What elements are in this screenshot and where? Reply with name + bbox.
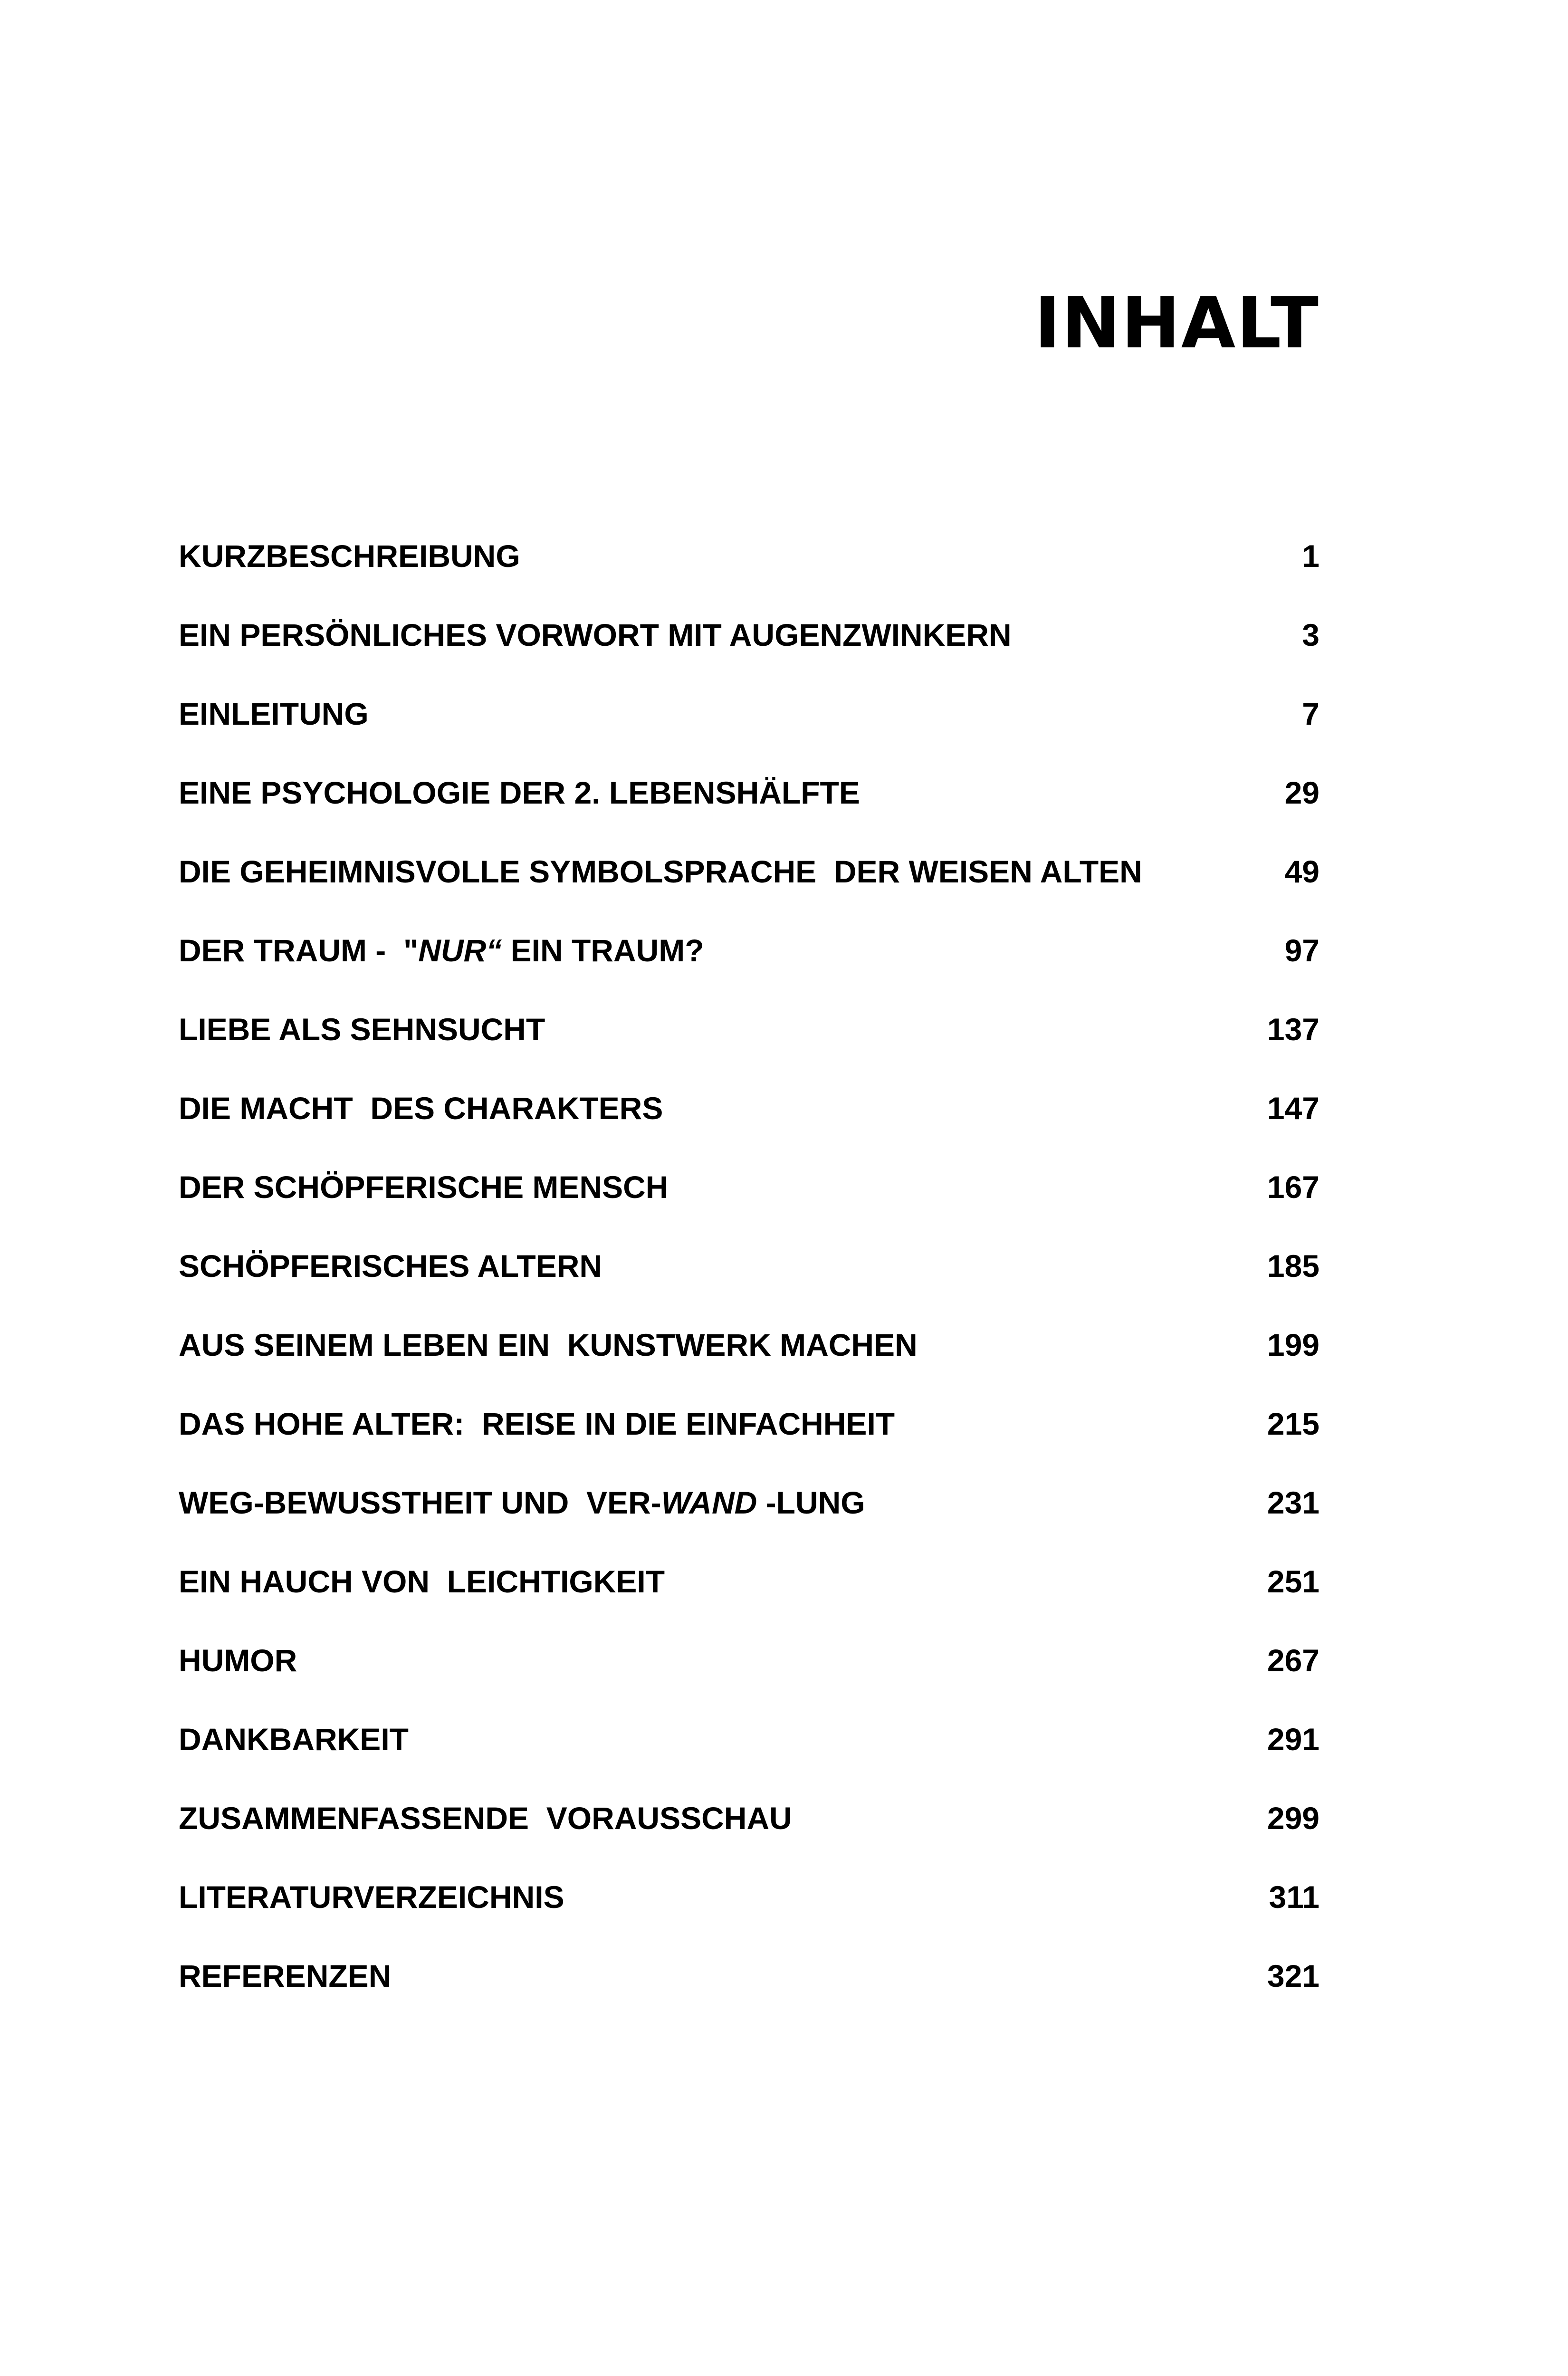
toc-entry-page: 311 [1269,1879,1319,1915]
toc-entry-page: 185 [1267,1248,1319,1284]
toc-entry-title-emphasis: NUR“ [418,933,502,968]
toc-entry[interactable] [179,774,1319,853]
toc-entry-title: EINE PSYCHOLOGIE DER 2. LEBENSHÄLFTE [179,775,860,810]
toc-entry[interactable] [179,1799,1319,1878]
toc-entry-page: 7 [1302,696,1319,731]
toc-entry-title: DIE MACHT DES CHARAKTERS [179,1091,663,1126]
toc-entry[interactable] [179,1168,1319,1247]
toc-entry[interactable] [179,1405,1319,1484]
toc-entry-title-part: WEG-BEWUSSTHEIT UND VER- [179,1485,661,1520]
toc-entry-page: 199 [1267,1327,1319,1362]
toc-entry-title: EINLEITUNG [179,696,369,731]
toc-entry-title: LIEBE ALS SEHNSUCHT [179,1012,545,1047]
toc-entry-page: 167 [1267,1169,1319,1205]
toc-entry-page: 49 [1284,854,1319,889]
toc-entry-title: EIN HAUCH VON LEICHTIGKEIT [179,1564,665,1599]
toc-entry-title: DANKBARKEIT [179,1722,409,1757]
toc-entry-title: KURZBESCHREIBUNG [179,538,520,574]
toc-entry-page: 1 [1302,538,1319,574]
toc-entry-title-part: EIN TRAUM? [502,933,704,968]
toc-entry-title-emphasis: WAND [661,1485,757,1520]
toc-entry[interactable] [179,1326,1319,1405]
toc-entry-page: 147 [1267,1091,1319,1126]
toc-entry-title: DER SCHÖPFERISCHE MENSCH [179,1169,669,1205]
toc-entry-title [179,931,704,969]
toc-entry[interactable] [179,537,1319,616]
toc-entry-title-part: DER TRAUM - " [179,933,419,968]
toc-entry-title: DIE GEHEIMNISVOLLE SYMBOLSPRACHE DER WEISEN ALTEN [179,854,1142,889]
toc-entry-title: SCHÖPFERISCHES ALTERN [179,1248,602,1284]
toc-entry-page: 299 [1267,1801,1319,1836]
toc-entry-page: 291 [1267,1722,1319,1757]
toc-entry[interactable] [179,1089,1319,1168]
toc-entry-page: 97 [1284,933,1319,968]
toc-entry[interactable] [179,1641,1319,1720]
toc-entry[interactable] [179,1878,1319,1957]
toc-entry-page: 3 [1302,617,1319,652]
toc-entry-page: 215 [1267,1406,1319,1441]
toc-entry-page: 231 [1267,1485,1319,1520]
toc-entry[interactable] [179,695,1319,774]
page-title: INHALT [1034,282,1319,364]
table-of-contents [179,537,1319,2036]
toc-entry[interactable] [179,1010,1319,1089]
toc-entry-title: REFERENZEN [179,1958,392,1993]
toc-entry-title: DAS HOHE ALTER: REISE IN DIE EINFACHHEIT [179,1406,895,1441]
toc-entry[interactable] [179,853,1319,931]
toc-entry-page: 251 [1267,1564,1319,1599]
toc-entry-title [179,1484,865,1522]
toc-entry-title: EIN PERSÖNLICHES VORWORT MIT AUGENZWINKERN [179,617,1012,652]
toc-entry-page: 267 [1267,1643,1319,1678]
toc-entry[interactable] [179,1247,1319,1326]
toc-entry-title: LITERATURVERZEICHNIS [179,1879,564,1915]
toc-entry-page: 29 [1284,775,1319,810]
toc-entry-page: 321 [1267,1958,1319,1993]
toc-entry[interactable] [179,1484,1319,1562]
toc-entry[interactable] [179,931,1319,1010]
toc-entry-title-part: -LUNG [757,1485,865,1520]
toc-entry-title: ZUSAMMENFASSENDE VORAUSSCHAU [179,1801,792,1836]
toc-entry[interactable] [179,1720,1319,1799]
toc-entry[interactable] [179,1562,1319,1641]
toc-entry[interactable] [179,616,1319,695]
toc-entry-page: 137 [1267,1012,1319,1047]
toc-entry-title: HUMOR [179,1643,297,1678]
toc-entry-title: AUS SEINEM LEBEN EIN KUNSTWERK MACHEN [179,1327,918,1362]
toc-entry[interactable] [179,1957,1319,2036]
